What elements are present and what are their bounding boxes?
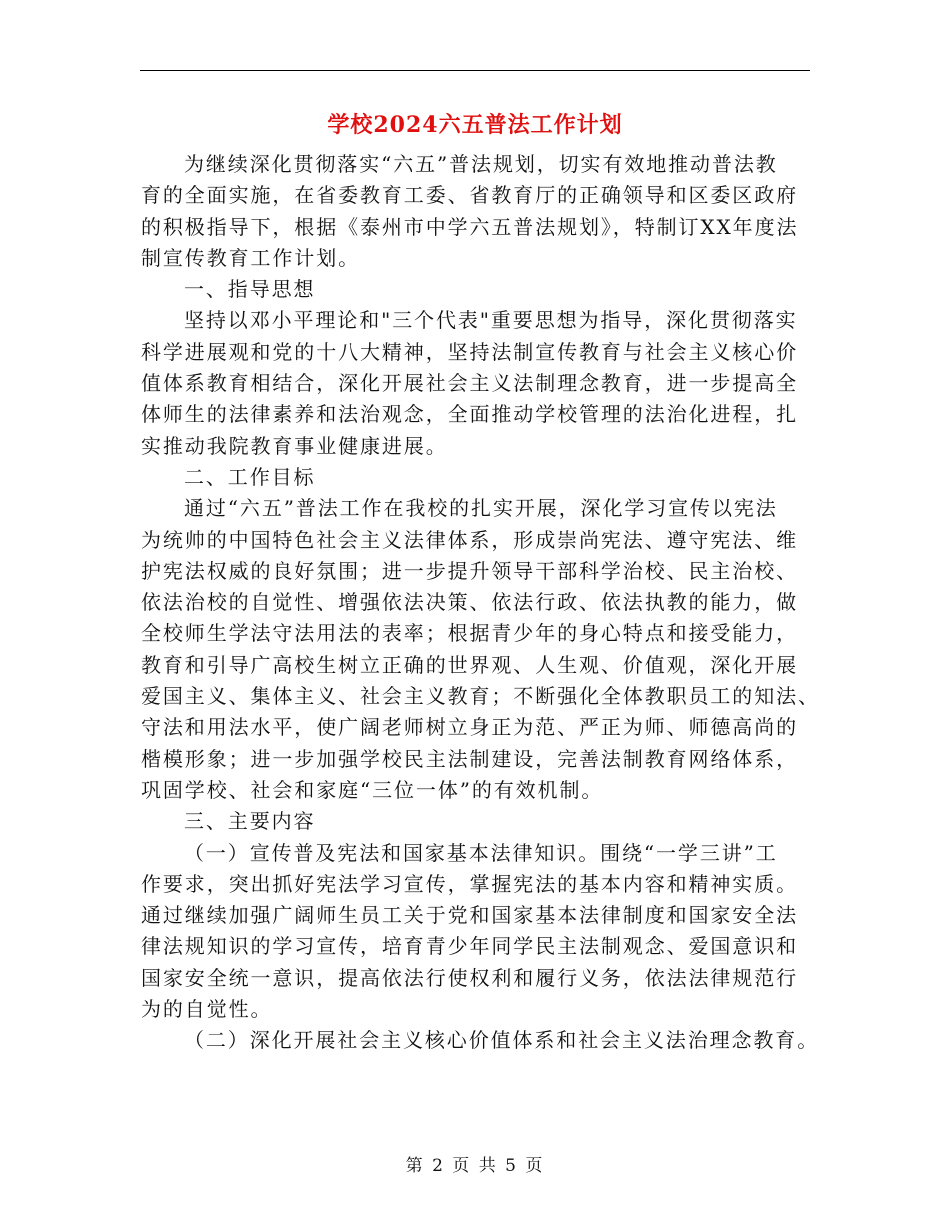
text-line: （二）深化开展社会主义核心价值体系和社会主义法治理念教育。 xyxy=(184,1028,820,1053)
text-line: 制宣传教育工作计划。 xyxy=(141,245,360,270)
document-body xyxy=(141,149,820,1057)
text-line: （一）宣传普及宪法和国家基本法律知识。围绕“一学三讲”工 xyxy=(184,840,778,865)
text-line: 护宪法权威的良好氛围；进一步提升领导干部科学治校、民主治校、 xyxy=(141,558,798,583)
text-line: 通过“六五”普法工作在我校的扎实开展，深化学习宣传以宪法 xyxy=(184,496,778,521)
text-line: 通过继续加强广阔师生员工关于党和国家基本法律制度和国家安全法 xyxy=(141,903,798,928)
text-line: 的积极指导下，根据《泰州市中学六五普法规划》，特制订XX年度法 xyxy=(141,214,799,239)
text-line: 体师生的法律素养和法治观念，全面推动学校管理的法治化进程，扎 xyxy=(141,402,798,427)
document-title: 学校2024六五普法工作计划 xyxy=(327,112,623,138)
header-rule xyxy=(140,70,810,71)
text-line: 教育和引导广高校生树立正确的世界观、人生观、价值观，深化开展 xyxy=(141,652,798,677)
text-line: 实推动我院教育事业健康进展。 xyxy=(141,433,448,458)
text-line: 守法和用法水平，使广阔老师树立身正为范、严正为师、师德高尚的 xyxy=(141,715,798,740)
text-line: 依法治校的自觉性、增强依法决策、依法行政、依法执教的能力，做 xyxy=(141,590,798,615)
text-line: 坚持以邓小平理论和"三个代表"重要思想为指导，深化贯彻落实 xyxy=(184,308,798,333)
text-line: 律法规知识的学习宣传，培育青少年同学民主法制观念、爱国意识和 xyxy=(141,934,798,959)
text-line: 为的自觉性。 xyxy=(141,997,273,1022)
text-line: 一、指导思想 xyxy=(184,277,316,302)
text-line: 作要求，突出抓好宪法学习宣传，掌握宪法的基本内容和精神实质。 xyxy=(141,871,798,896)
text-line: 全校师生学法守法用法的表率；根据青少年的身心特点和接受能力， xyxy=(141,621,798,646)
text-line: 为统帅的中国特色社会主义法律体系，形成崇尚宪法、遵守宪法、维 xyxy=(141,527,798,552)
text-line: 值体系教育相结合，深化开展社会主义法制理念教育，进一步提高全 xyxy=(141,371,798,396)
text-line: 为继续深化贯彻落实“六五”普法规划，切实有效地推动普法教 xyxy=(184,152,778,176)
text-line: 三、主要内容 xyxy=(184,809,316,834)
text-line: 楷模形象；进一步加强学校民主法制建设，完善法制教育网络体系， xyxy=(141,746,798,771)
text-line: 育的全面实施，在省委教育工委、省教育厅的正确领导和区委区政府 xyxy=(141,183,798,208)
text-line: 二、工作目标 xyxy=(184,464,316,489)
text-line: 科学进展观和党的十八大精神，坚持法制宣传教育与社会主义核心价 xyxy=(141,339,798,364)
page-number: 第 2 页 共 5 页 xyxy=(405,1156,545,1176)
text-line: 巩固学校、社会和家庭“三位一体”的有效机制。 xyxy=(141,777,604,802)
text-line: 爱国主义、集体主义、社会主义教育；不断强化全体教职员工的知法、 xyxy=(141,684,820,709)
text-line: 国家安全统一意识，提高依法行使权利和履行义务，依法法律规范行 xyxy=(141,965,798,990)
